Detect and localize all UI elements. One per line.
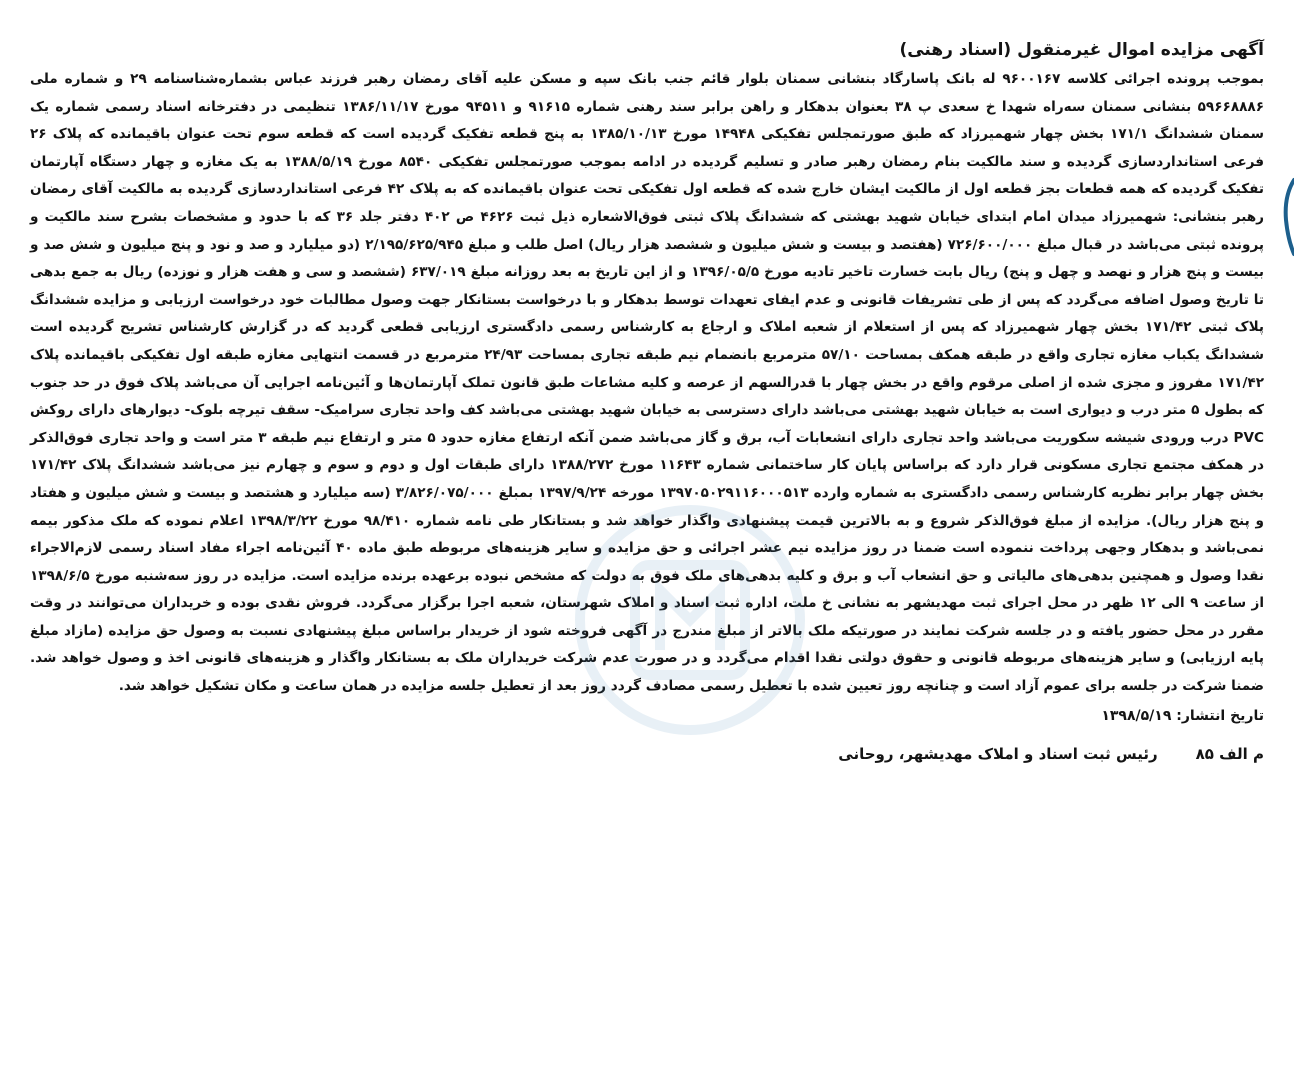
signature-code: م الف ۸۵ <box>1195 744 1264 763</box>
stamp-edge-mark <box>1280 176 1294 258</box>
stamp-edge-stroke <box>1286 180 1294 254</box>
notice-title: آگهی مزایده اموال غیرمنقول (اسناد رهنی) <box>899 40 1264 60</box>
auction-notice <box>30 36 1264 763</box>
publication-date: تاریخ انتشار: ۱۳۹۸/۵/۱۹ <box>1101 707 1264 724</box>
signature-row <box>30 745 1264 763</box>
notice-body: بموجب پرونده اجرائی کلاسه ۹۶۰۰۱۶۷ له بانک پاسارگاد بنشانی سمنان بلوار قائم جنب بانک سپه و مسکن علیه آقای رمضان رهبر فرزند عباس بشماره‌شناسنامه ۲۹ و شماره ملی ۵۹۶۶۸۸۸۶ بنشانی سمنان سه‌راه شهدا خ سعدی پ ۳۸ بعنوان بدهکار و راهن برابر سند رهنی شماره ۹۱۶۱۵ و ۹۴۵۱۱ مورخ ۱۳۸۶/۱۱/۱۷ تنظیمی در دفترخانه اسناد رسمی شماره یک سمنان ششدانگ ۱۷۱/۱ بخش چهار شهمیرزاد که طبق صورتمجلس تفکیکی ۱۴۹۴۸ مورخ ۱۳۸۵/۱۰/۱۳ به پنج قطعه تفکیک گردیده است که قطعه سوم تحت عنوان باقیمانده که پلاک ۲۶ فرعی استانداردسازی گردیده و سند مالکیت بنام رمضان رهبر صادر و تسلیم گردیده در ادامه بموجب صورتمجلس تفکیکی ۸۵۴۰ مورخ ۱۳۸۸/۵/۱۹ به یک مغازه و چهار دستگاه آپارتمان تفکیک گردیده که همه قطعات بجز قطعه اول از مالکیت ایشان خارج شده که قطعه اول تفکیکی تحت عنوان باقیمانده که به پلاک ۴۲ فرعی استانداردسازی گردیده به مالکیت آقای رمضان رهبر بنشانی: شهمیرزاد میدان امام ابتدای خیابان شهید بهشتی که ششدانگ پلاک ثبتی فوق‌الاشعاره ذیل ثبت ۴۶۲۶ ص ۴۰۲ دفتر جلد ۳۶ که با حدود و مشخصات بشرح سند مالکیت و پرونده ثبتی می‌باشد در قبال مبلغ ۷۲۶/۶۰۰/۰۰۰ (هفتصد و بیست و شش میلیون و ششصد هزار ریال) اصل طلب و مبلغ ۲/۱۹۵/۶۲۵/۹۴۵ (دو میلیارد و صد و نود و پنج میلیون و شش صد و بیست و پنج هزار و نهصد و چهل و پنج) ریال بابت خسارت تاخیر تادیه مورخ ۱۳۹۶/۰۵/۵ و از این تاریخ به بعد روزانه مبلغ ۶۳۷/۰۱۹ (ششصد و سی و هفت هزار و نوزده) ریال به جمع بدهی تا تاریخ وصول اضافه می‌گردد که پس از طی تشریفات قانونی و عدم ایفای تعهدات توسط بدهکار و با درخواست بستانکار جهت وصول مطالبات خود درخواست ارزیابی و مزایده ششدانگ پلاک ثبتی ۱۷۱/۴۲ بخش چهار شهمیرزاد که پس از استعلام از شعبه املاک و ارجاع به کارشناس رسمی دادگستری ارزیابی قطعی گردید که در گزارش کارشناس تشریح گردیده است ششدانگ یکباب مغازه تجاری واقع در طبقه همکف بمساحت ۵۷/۱۰ مترمربع بانضمام نیم طبقه تجاری بمساحت ۲۴/۹۳ مترمربع در قسمت انتهایی مغازه طبقه اول تفکیکی باقیمانده پلاک ۱۷۱/۴۲ مفروز و مجزی شده از اصلی مرقوم واقع در بخش چهار با قدرالسهم از عرصه و کلیه مشاعات طبق قانون تملک آپارتمان‌ها و آئین‌نامه اجرایی آن می‌باشد پلاک فوق در حد جنوب که بطول ۵ متر درب و دیواری است به خیابان شهید بهشتی می‌باشد دارای دسترسی به خیابان شهید بهشتی می‌باشد کف واحد تجاری سرامیک- سقف تیرچه بلوک- دیوارهای دارای روکش PVC درب ورودی شیشه سکوریت می‌باشد واحد تجاری دارای انشعابات آب، برق و گاز می‌باشد ضمن آنکه ارتفاع مغازه حدود ۵ متر و ارتفاع نیم طبقه ۳ متر است و واحد تجاری فوق‌الذکر در همکف مجتمع تجاری مسکونی قرار دارد که براساس پایان کار ساختمانی شماره ۱۱۶۴۳ مورخ ۱۳۸۸/۲۷۲ دارای طبقات اول و دوم و سوم و چهارم نیز می‌باشد ششدانگ پلاک ۱۷۱/۴۲ بخش چهار برابر نظریه کارشناس رسمی دادگستری به شماره وارده ۱۳۹۷۰۵۰۲۹۱۱۶۰۰۰۵۱۳ مورخه ۱۳۹۷/۹/۲۴ بمبلغ ۳/۸۲۶/۰۷۵/۰۰۰ (سه میلیارد و هشتصد و بیست و شش میلیون و هفتاد و پنج هزار ریال). مزایده از مبلغ فوق‌الذکر شروع و به بالاترین قیمت پیشنهادی واگذار خواهد شد و بستانکار طی نامه شماره ۹۸/۴۱۰ مورخ ۱۳۹۸/۳/۲۲ اعلام نموده که ملک مذکور بیمه نمی‌باشد و بدهکار وجهی پرداخت ننموده است ضمنا در روز مزایده نیم عشر اجرائی و حق مزایده و سایر هزینه‌های مربوطه طبق ماده ۴۰ آئین‌نامه اجراء مفاد اسناد رسمی لازم‌الاجراء نقدا وصول و همچنین بدهی‌های مالیاتی و حق انشعاب آب و برق و کلیه بدهی‌های ملک فوق به دولت که مشخص نبوده برعهده برنده مزایده است. مزایده در روز سه‌شنبه مورخ ۱۳۹۸/۶/۵ از ساعت ۹ الی ۱۲ ظهر در محل اجرای ثبت مهدیشهر به نشانی خ ملت، اداره ثبت اسناد و املاک شهرستان، شعبه اجرا برگزار می‌گردد. فروش نقدی بوده و خریداران می‌توانند در وقت مقرر در محل حضور یافته و در جلسه شرکت نمایند در صورتیکه ملک بالاتر از مبلغ مندرج در آگهی فروخته شود از خریدار براساس مبلغ پیشنهادی نسبت به وصول حق مزایده (مازاد مبلغ پایه ارزیابی) و سایر هزینه‌های مربوطه قانونی و حقوق دولتی نقدا اقدام می‌گردد و در صورت عدم شرکت خریداران ملک به بستانکار واگذار و هزینه‌های قانونی اخذ و وصول خواهد شد. ضمنا شرکت در جلسه برای عموم آزاد است و چنانچه روز تعیین شده با تعطیل رسمی مصادف گردد روز بعد از تعطیل جلسه مزایده در همان ساعت و مکان تشکیل خواهد شد. <box>30 71 1265 695</box>
signature: رئیس ثبت اسناد و املاک مهدیشهر، روحانی <box>838 744 1158 763</box>
